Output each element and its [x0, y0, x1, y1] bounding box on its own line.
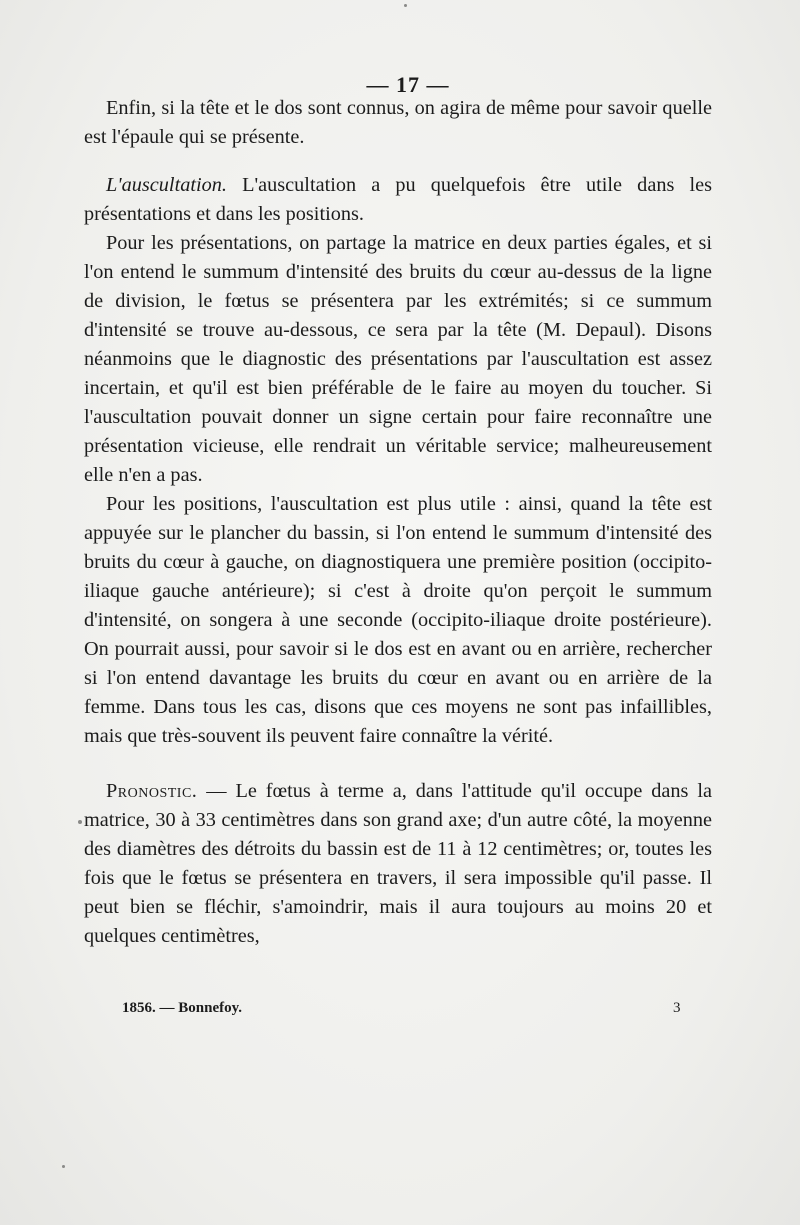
paragraph-auscultation-text: L'auscultation a pu quelquefois être utile dans les présentations et dans les positions.: [84, 174, 712, 225]
signature-mark: 3: [673, 1000, 681, 1016]
paper-speck: [78, 820, 82, 824]
paragraph-positions: Pour les positions, l'auscultation est plus utile : ainsi, quand la tête est appuyée sur le plancher du bassin, si l'on entend le summum d'intensité des bruits du cœur à gauche, on diagnostiquera une première position (occipito-iliaque gauche antérieure); si c'est à droite qu'on perçoit le summum d'intensité, on songera à une seconde (occipito-iliaque droite postérieure). On pourrait aussi, pour savoir si le dos est en avant ou en arrière, rechercher si l'on entend davantage les bruits du cœur en avant ou en arrière de la femme. Dans tous les cas, disons que ces moyens ne sont pas infaillibles, mais que très-souvent ils peuvent faire connaître la vérité.: [84, 493, 712, 747]
paper-speck: [62, 1165, 65, 1168]
section-heading-pronostic: Pronostic.: [106, 780, 198, 802]
paper-speck: [404, 4, 407, 7]
paragraph-pronostic-text: — Le fœtus à terme a, dans l'attitude qu'il occupe dans la matrice, 30 à 33 centimètres dans son grand axe; d'un autre côté, la moyenne des diamètres des détroits du bassin est de 11 à 12 centimètres; or, toutes les fois que le fœtus se présentera en travers, il sera impossible qu'il passe. Il peut bien se fléchir, s'amoindrir, mais il aura toujours au moins 20 et quelques centimètres,: [84, 780, 712, 947]
paragraph-shoulder: Enfin, si la tête et le dos sont connus, on agira de même pour savoir quelle est l'épaule qui se présente.: [84, 97, 712, 148]
page-number: — 17 —: [366, 72, 450, 97]
paragraph-auscultation-intro: [84, 171, 712, 229]
paragraph-presentations: Pour les présentations, on partage la matrice en deux parties égales, et si l'on entend le summum d'intensité des bruits du cœur au-dessus de la ligne de division, le fœtus se présentera par les extrémités; si ce summum d'intensité se trouve au-dessous, ce sera par la tête (M. Depaul). Disons néanmoins que le diagnostic des présentations par l'auscultation est assez incertain, et qu'il est bien préférable de le faire au moyen du toucher. Si l'auscultation pouvait donner un signe certain pour faire reconnaître une présentation vicieuse, elle rendrait un véritable service; malheureusement elle n'en a pas.: [84, 232, 712, 486]
printer-signature-line: 1856. — Bonnefoy.: [122, 1000, 243, 1016]
text-block: [84, 60, 712, 951]
paragraph-pronostic: [84, 777, 712, 951]
section-heading-auscultation: L'auscultation.: [106, 174, 227, 196]
